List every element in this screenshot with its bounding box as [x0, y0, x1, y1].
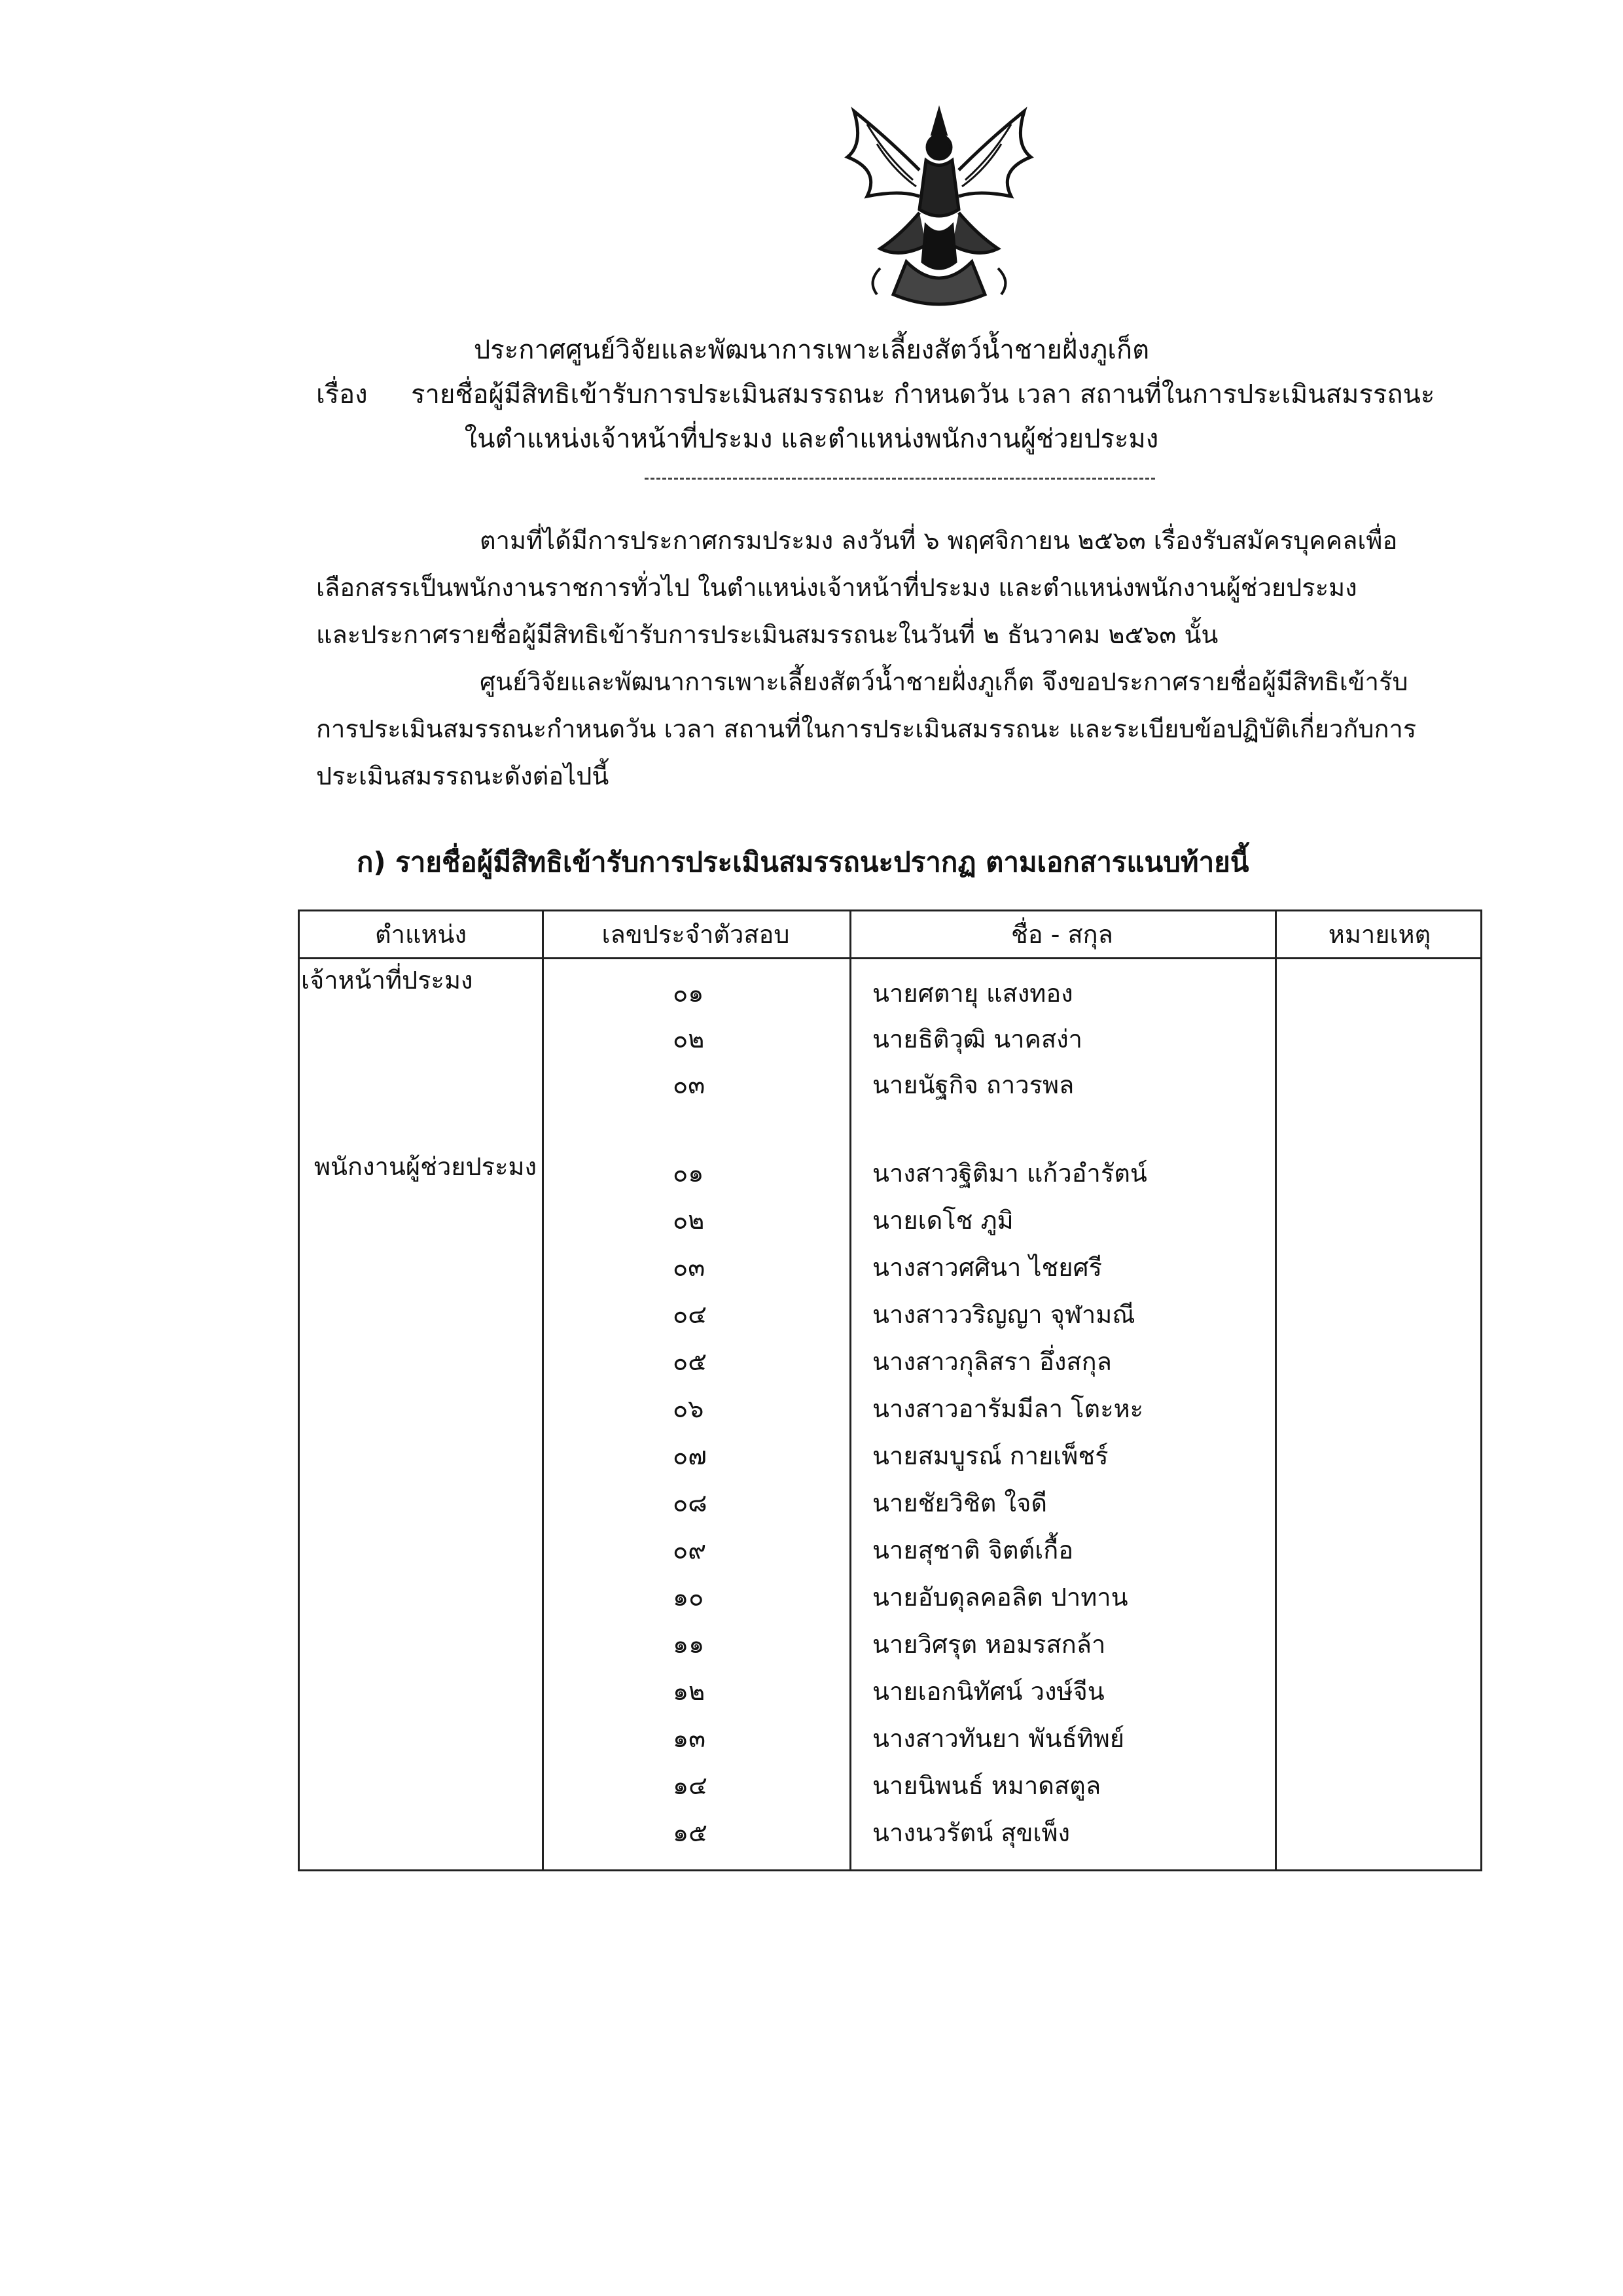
exam-id: ๐๑: [673, 979, 704, 1008]
paragraph-line: ตามที่ได้มีการประกาศกรมประมง ลงวันที่ ๖ พฤศจิกายน ๒๕๖๓ เรื่องรับสมัครบุคคลเพื่อ: [480, 526, 1398, 555]
exam-id: ๐๗: [673, 1441, 707, 1470]
header-exam-id: เลขประจำตัวสอบ: [601, 920, 790, 949]
candidate-name: นายศตายุ แสงทอง: [872, 979, 1073, 1008]
exam-id: ๐๖: [673, 1394, 704, 1423]
header-remark: หมายเหตุ: [1328, 920, 1431, 949]
paragraph-line: ประเมินสมรรถนะดังต่อไปนี้: [316, 762, 609, 790]
exam-id: ๑๐: [673, 1583, 704, 1612]
candidate-name: นายนิพนธ์ หมาดสตูล: [872, 1771, 1101, 1800]
exam-id: ๐๒: [673, 1025, 705, 1053]
exam-id: ๑๑: [673, 1630, 705, 1659]
paragraph-line: และประกาศรายชื่อผู้มีสิทธิเข้ารับการประเมินสมรรถนะในวันที่ ๒ ธันวาคม ๒๕๖๓ นั้น: [316, 620, 1219, 649]
candidate-name: นายสมบูรณ์ กายเพ็ชร์: [872, 1441, 1109, 1470]
exam-id: ๐๓: [673, 1253, 705, 1282]
paragraph-line: ศูนย์วิจัยและพัฒนาการเพาะเลี้ยงสัตว์น้ำชายฝั่งภูเก็ต จึงขอประกาศรายชื่อผู้มีสิทธิเข้ารับ: [480, 667, 1408, 696]
announcement-title: ประกาศศูนย์วิจัยและพัฒนาการเพาะเลี้ยงสัตว์น้ำชายฝั่งภูเก็ต: [473, 335, 1150, 365]
candidate-name: นางสาวศศินา ไชยศรี: [872, 1253, 1103, 1282]
subject-label: เรื่อง: [316, 380, 368, 410]
column-divider: [1275, 911, 1277, 1869]
column-divider: [542, 911, 544, 1869]
candidate-name: นายวิศรุต หอมรสกล้า: [872, 1630, 1106, 1659]
position-label: พนักงานผู้ช่วยประมง: [314, 1152, 537, 1181]
paragraph-1: [316, 517, 1481, 658]
header-full-name: ชื่อ - สกุล: [1011, 920, 1113, 949]
exam-id: ๐๙: [673, 1536, 707, 1564]
exam-id: ๑๒: [673, 1677, 705, 1706]
exam-id: ๑๔: [673, 1771, 707, 1800]
header-divider: [300, 957, 1480, 959]
candidate-name: นายธิติวุฒิ นาคสง่า: [872, 1025, 1083, 1053]
candidate-name: นางสาวทันยา พันธ์ทิพย์: [872, 1724, 1125, 1753]
paragraph-2: [316, 658, 1481, 800]
position-label: เจ้าหน้าที่ประมง: [301, 966, 473, 995]
exam-id: ๐๘: [673, 1489, 707, 1517]
candidate-name: นายเดโช ภูมิ: [872, 1206, 1014, 1235]
candidate-name: นายนัฐกิจ ถาวรพล: [872, 1070, 1075, 1099]
exam-id: ๐๑: [673, 1159, 704, 1188]
candidate-name: นางสาววริญญา จุฬามณี: [872, 1300, 1135, 1329]
candidate-name: นางสาวฐิติมา แก้วอำรัตน์: [872, 1159, 1147, 1188]
candidate-name: นายเอกนิทัศน์ วงษ์จีน: [872, 1677, 1105, 1706]
candidate-name: นายสุชาติ จิตต์เกื้อ: [872, 1536, 1074, 1564]
exam-id: ๑๓: [673, 1724, 706, 1753]
exam-id: ๑๕: [673, 1818, 707, 1847]
subject-line-1: รายชื่อผู้มีสิทธิเข้ารับการประเมินสมรรถนะ กำหนดวัน เวลา สถานที่ในการประเมินสมรรถนะ: [411, 380, 1435, 410]
candidate-name: นางสาวกุลิสรา อึ่งสกุล: [872, 1347, 1112, 1376]
exam-id: ๐๔: [673, 1300, 707, 1329]
garuda-emblem-icon: [828, 98, 1050, 321]
paragraph-line: การประเมินสมรรถนะกำหนดวัน เวลา สถานที่ในการประเมินสมรรถนะ และระเบียบข้อปฏิบัติเกี่ยวกับการ: [316, 715, 1417, 743]
column-divider: [849, 911, 851, 1869]
header-position: ตำแหน่ง: [374, 920, 467, 949]
section-a-heading: ก) รายชื่อผู้มีสิทธิเข้ารับการประเมินสมรรถนะปรากฏ ตามเอกสารแนบท้ายนี้: [357, 846, 1249, 878]
candidate-name: นางนวรัตน์ สุขเพ็ง: [872, 1818, 1071, 1847]
subject-line-2: ในตำแหน่งเจ้าหน้าที่ประมง และตำแหน่งพนักงานผู้ช่วยประมง: [464, 424, 1159, 454]
dashed-divider: [645, 478, 1155, 480]
candidate-table: [298, 910, 1482, 1871]
candidate-name: นายชัยวิชิต ใจดี: [872, 1489, 1048, 1517]
candidate-name: นางสาวอารัมมีลา โตะหะ: [872, 1394, 1144, 1423]
paragraph-line: เลือกสรรเป็นพนักงานราชการทั่วไป ในตำแหน่งเจ้าหน้าที่ประมง และตำแหน่งพนักงานผู้ช่วยประมง: [316, 573, 1357, 602]
exam-id: ๐๓: [673, 1070, 705, 1099]
exam-id: ๐๕: [673, 1347, 707, 1376]
candidate-name: นายอับดุลคอลิต ปาทาน: [872, 1583, 1128, 1612]
exam-id: ๐๒: [673, 1206, 705, 1235]
